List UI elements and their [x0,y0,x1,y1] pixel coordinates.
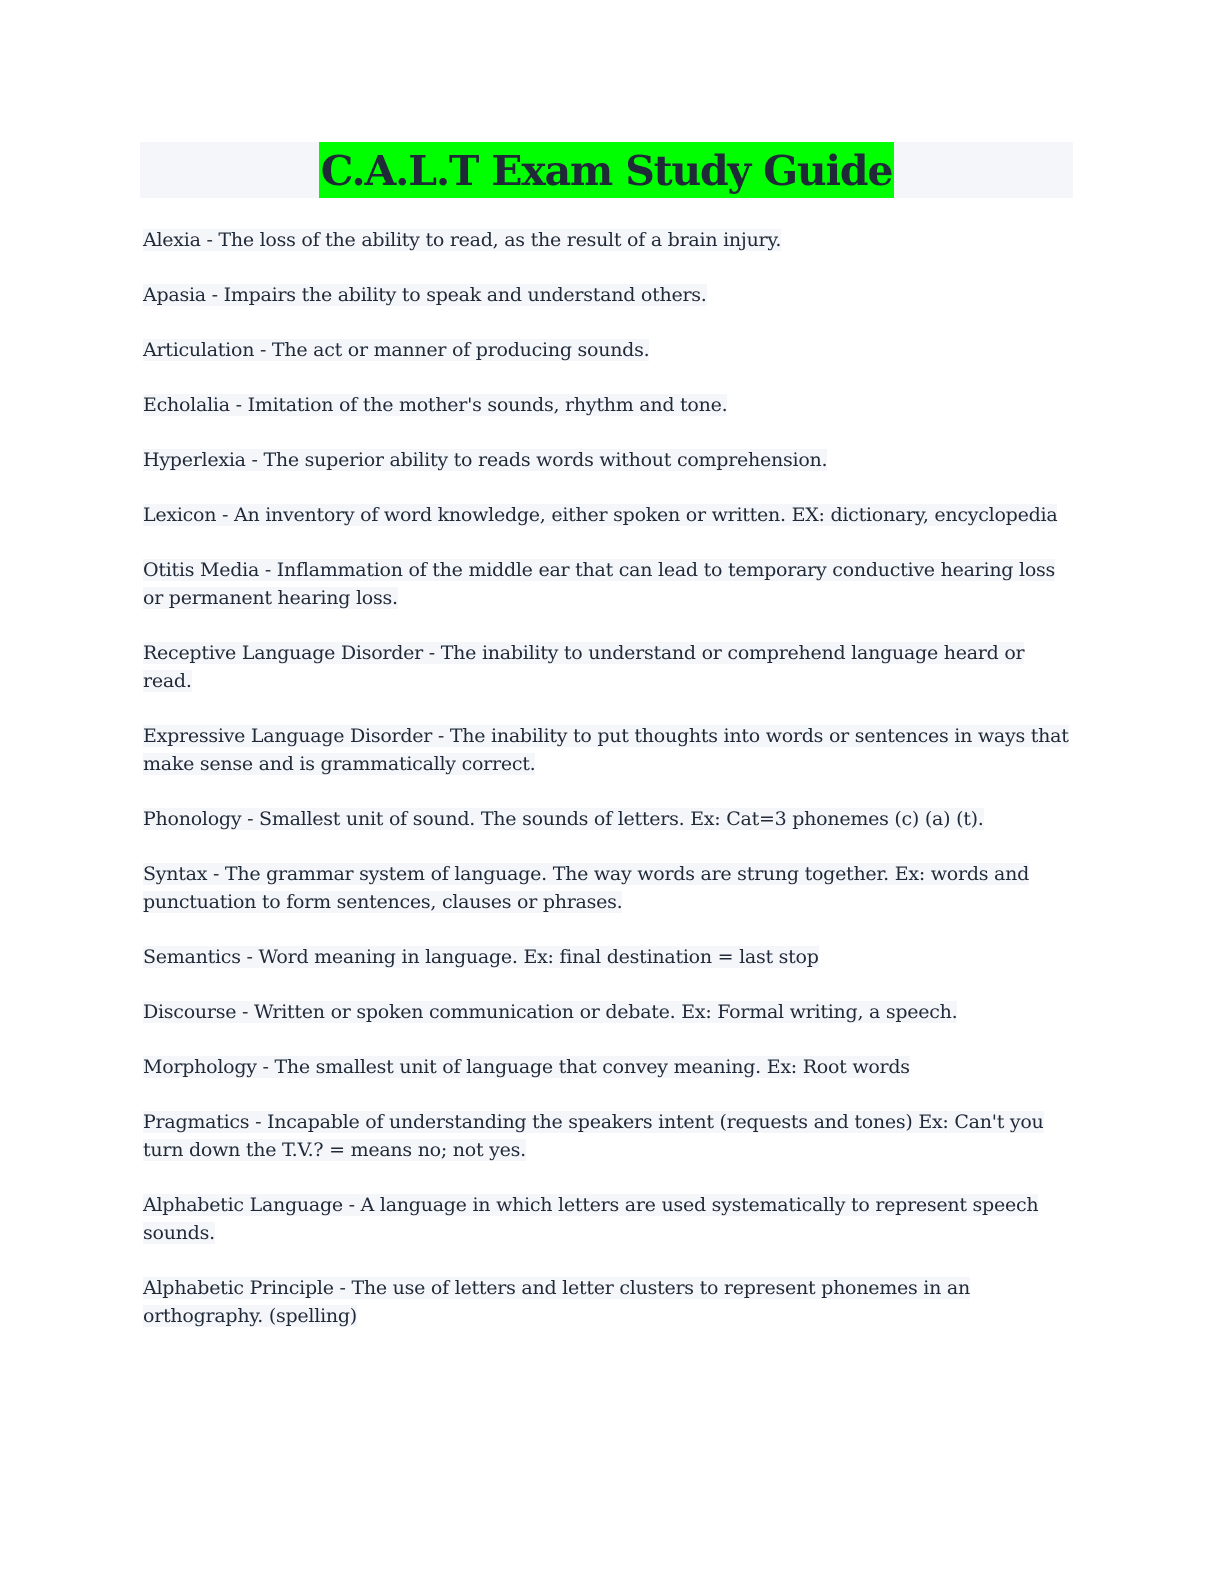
glossary-entry-text: Receptive Language Disorder - The inability to understand or comprehend language heard or read. [143,642,1025,692]
glossary-entry [143,860,1073,916]
glossary-entry-text: Alphabetic Principle - The use of letters and letter clusters to represent phonemes in an orthography. (spelling) [143,1277,970,1327]
glossary-entry [143,226,1073,254]
glossary-entry-text: Discourse - Written or spoken communication or debate. Ex: Formal writing, a speech. [143,1001,958,1023]
glossary-entry-text: Morphology - The smallest unit of language that convey meaning. Ex: Root words [143,1056,910,1078]
glossary-entry-text: Articulation - The act or manner of producing sounds. [143,339,650,361]
glossary-entry-text: Hyperlexia - The superior ability to reads words without comprehension. [143,449,828,471]
glossary-entry [143,1108,1073,1164]
glossary-entry-text: Apasia - Impairs the ability to speak and understand others. [143,284,707,306]
glossary-entry-text: Syntax - The grammar system of language. The way words are strung together. Ex: words and punctuation to form sentences, clauses or phrases. [143,863,1029,913]
glossary-entry-text: Alexia - The loss of the ability to read, as the result of a brain injury. [143,229,782,251]
glossary-entry [143,391,1073,419]
glossary-entry-text: Expressive Language Disorder - The inability to put thoughts into words or sentences in ways that make sense and is grammatically correct. [143,725,1069,775]
glossary-entry [143,722,1073,778]
glossary-entry [143,998,1073,1026]
glossary-entry [143,1274,1073,1330]
title-band [140,142,1073,198]
glossary-entry [143,556,1073,612]
glossary-entry-text: Semantics - Word meaning in language. Ex: final destination = last stop [143,946,819,968]
glossary-entry [143,1053,1073,1081]
glossary-entry-text: Otitis Media - Inflammation of the middle ear that can lead to temporary conductive hearing loss or permanent hearing loss. [143,559,1056,609]
glossary-entry [143,281,1073,309]
glossary-list [143,226,1073,1357]
glossary-entry [143,336,1073,364]
glossary-entry-text: Alphabetic Language - A language in which letters are used systematically to represent speech sounds. [143,1194,1039,1244]
glossary-entry [143,501,1073,529]
document-title: C.A.L.T Exam Study Guide [319,142,895,198]
glossary-entry-text: Lexicon - An inventory of word knowledge, either spoken or written. EX: dictionary, encyclopedia [143,504,1058,526]
glossary-entry [143,639,1073,695]
glossary-entry [143,805,1073,833]
glossary-entry [143,1191,1073,1247]
glossary-entry [143,943,1073,971]
glossary-entry-text: Pragmatics - Incapable of understanding the speakers intent (requests and tones) Ex: Can't you turn down the T.V.? = means no; not yes. [143,1111,1044,1161]
glossary-entry-text: Echolalia - Imitation of the mother's sounds, rhythm and tone. [143,394,728,416]
glossary-entry [143,446,1073,474]
glossary-entry-text: Phonology - Smallest unit of sound. The sounds of letters. Ex: Cat=3 phonemes (c) (a) (t). [143,808,984,830]
